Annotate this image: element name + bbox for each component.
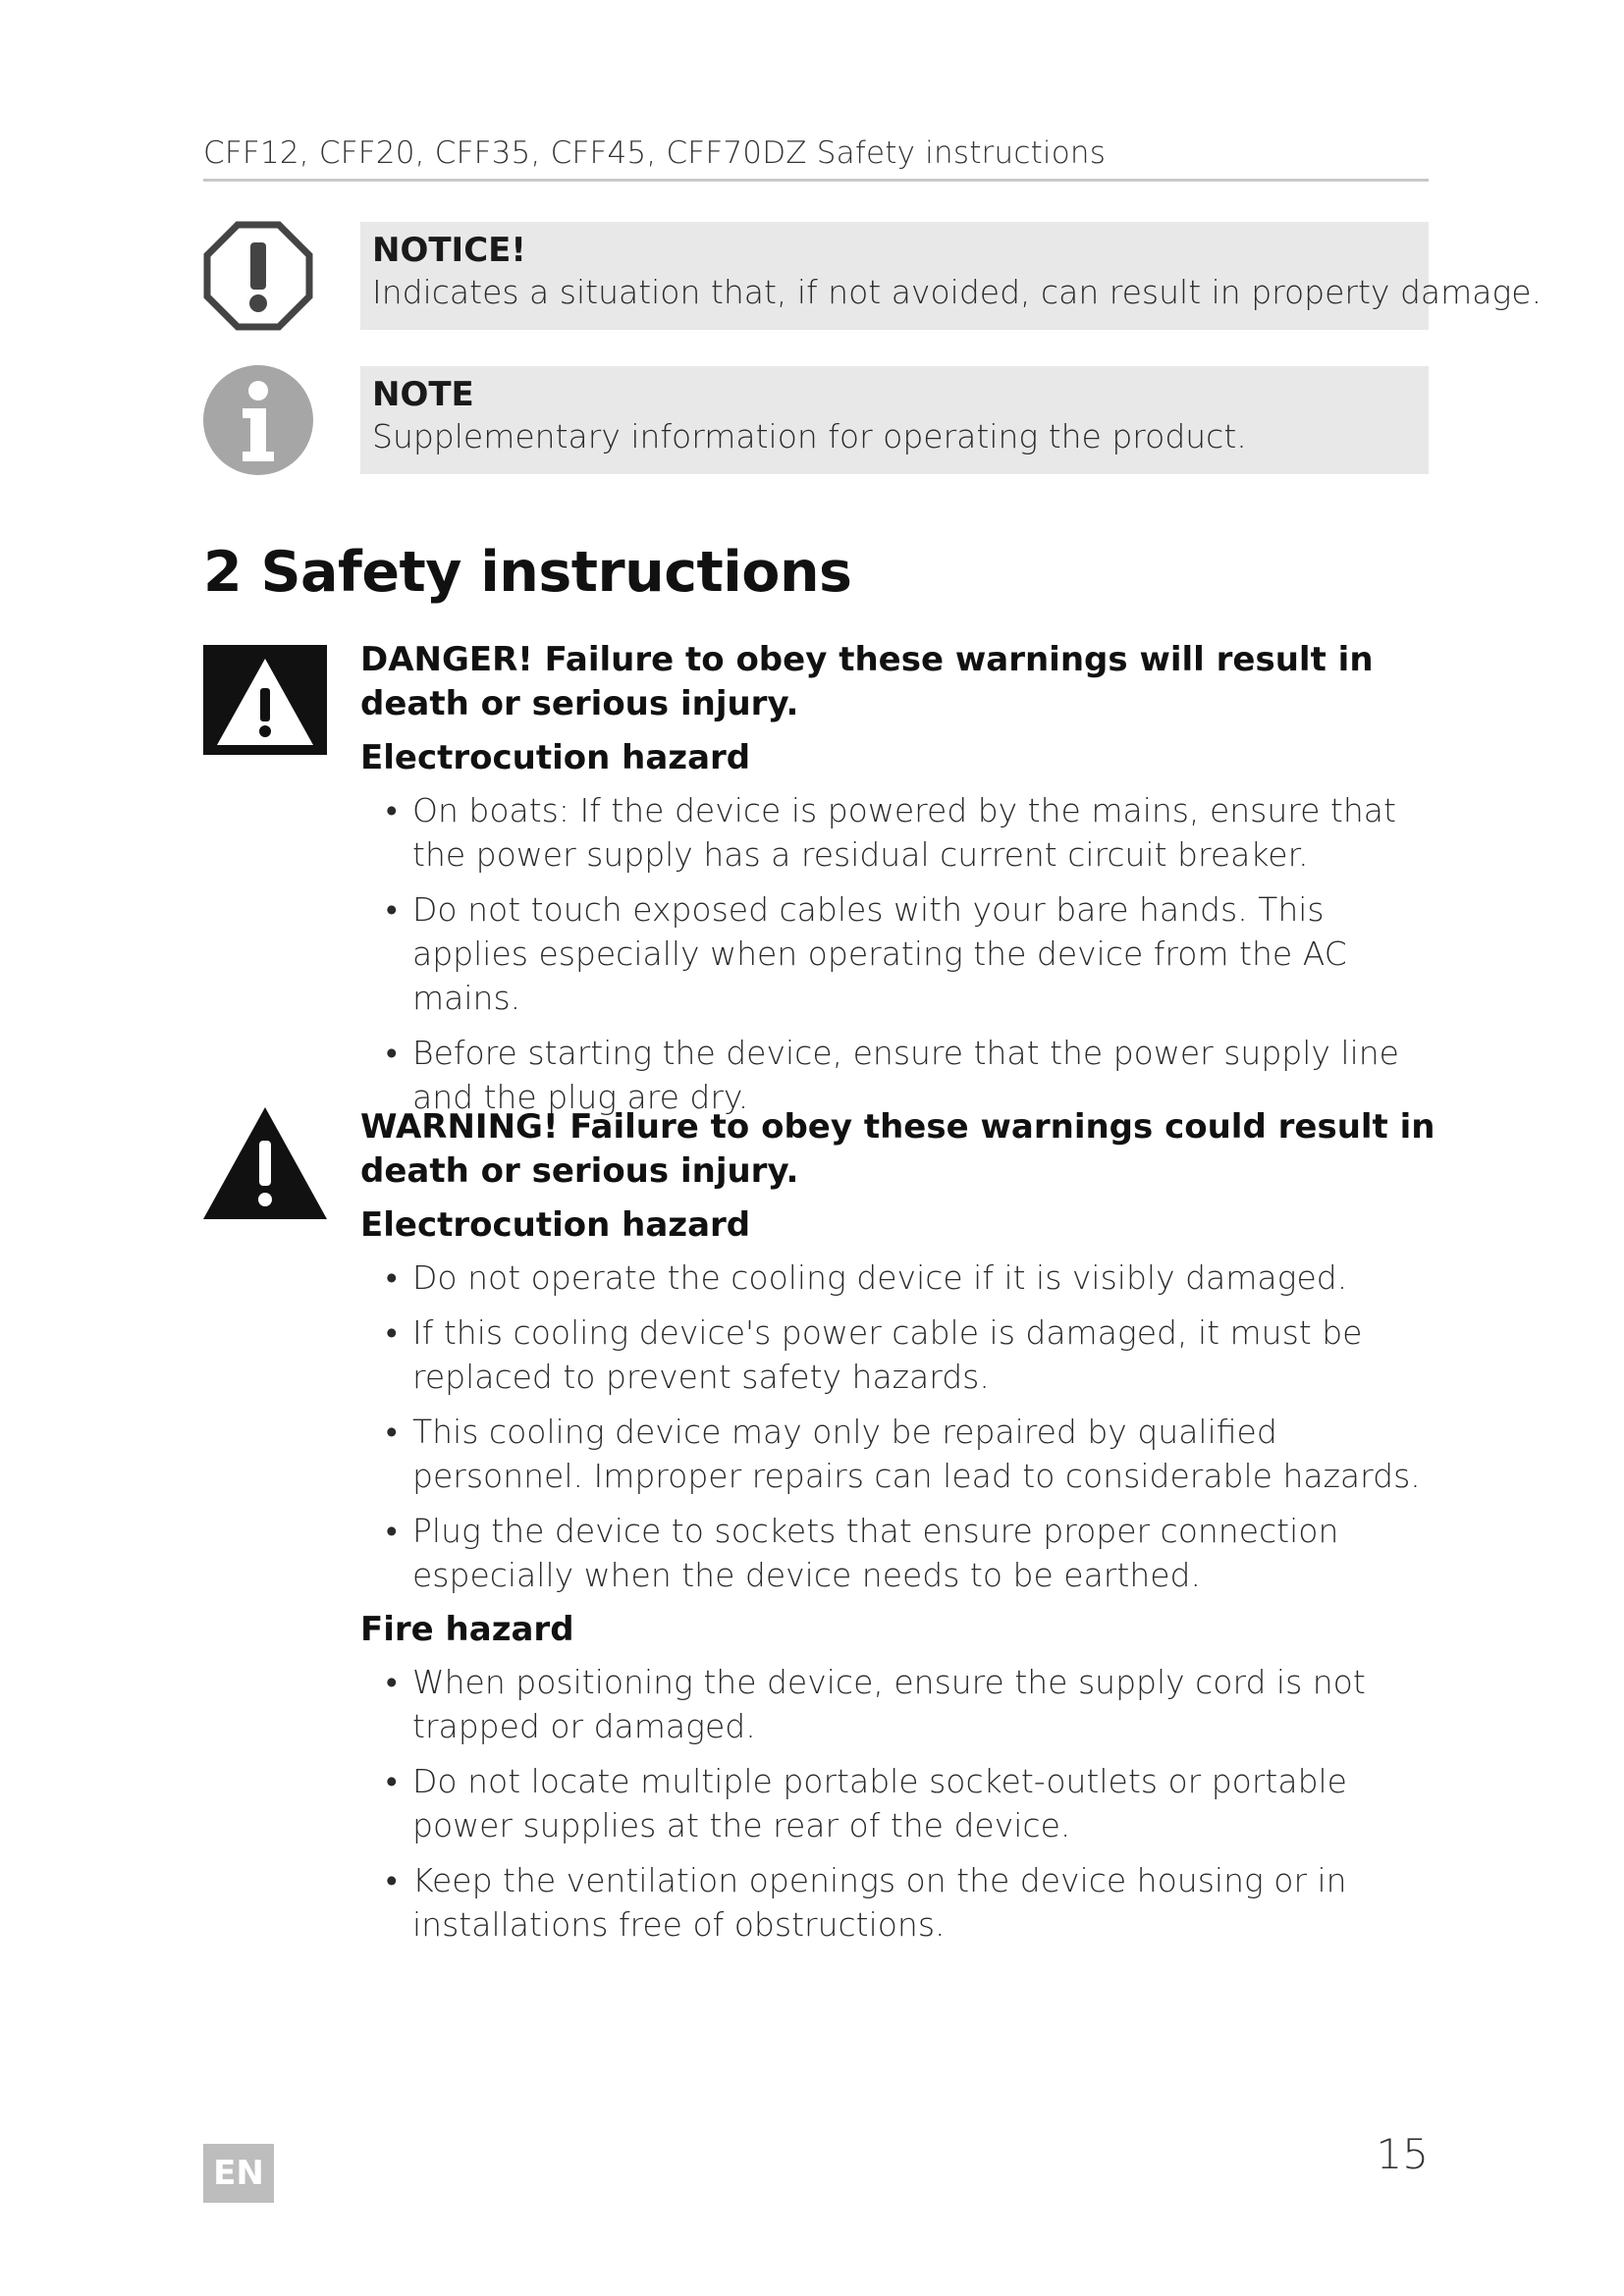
list-item: • On boats: If the device is powered by the mains, ensure that the power supply has a residual current circuit breaker. <box>360 788 1440 877</box>
running-header: CFF12, CFF20, CFF35, CFF45, CFF70DZ Safety instructions <box>203 135 1429 182</box>
list-item: • Do not touch exposed cables with your bare hands. This applies especially when operating the device from the AC mains. <box>360 887 1440 1020</box>
danger-list <box>360 788 1440 1119</box>
notice-octagon-icon <box>203 221 313 331</box>
warning-electro-title: Electrocution hazard <box>360 1205 751 1245</box>
list-item: • Plug the device to sockets that ensure proper connection especially when the device needs to be earthed. <box>360 1509 1440 1597</box>
danger-hazard-title: Electrocution hazard <box>360 738 751 777</box>
note-text: Supplementary information for operating the product. <box>372 417 1247 455</box>
danger-block <box>360 638 1440 1130</box>
info-icon <box>203 365 313 475</box>
notice-box <box>360 222 1543 330</box>
list-item: • Before starting the device, ensure that the power supply line and the plug are dry. <box>360 1031 1440 1119</box>
warning-electro-list <box>360 1255 1440 1597</box>
list-item: • This cooling device may only be repaired by qualified personnel. Improper repairs can lead to considerable hazards. <box>360 1410 1440 1498</box>
list-item: • Keep the ventilation openings on the device housing or in installations free of obstructions. <box>360 1858 1440 1947</box>
language-badge: EN <box>203 2144 274 2203</box>
note-box <box>360 366 1429 474</box>
warning-triangle-icon <box>201 1105 329 1221</box>
danger-heading: DANGER! Failure to obey these warnings will result in death or serious injury. <box>360 640 1374 723</box>
danger-warning-icon <box>203 645 327 755</box>
warning-fire-list <box>360 1660 1440 1947</box>
list-item: • Do not operate the cooling device if it is visibly damaged. <box>360 1255 1440 1300</box>
warning-heading: WARNING! Failure to obey these warnings could result in death or serious injury. <box>360 1107 1435 1191</box>
list-item: • When positioning the device, ensure the supply cord is not trapped or damaged. <box>360 1660 1440 1748</box>
warning-fire-title: Fire hazard <box>360 1610 574 1649</box>
list-item: • If this cooling device's power cable is damaged, it must be replaced to prevent safety hazards. <box>360 1310 1440 1399</box>
notice-title: NOTICE! <box>372 231 526 270</box>
warning-block <box>360 1105 1440 1957</box>
note-title: NOTE <box>372 375 474 414</box>
section-title: 2 Safety instructions <box>203 540 852 605</box>
page-number: 15 <box>1376 2130 1429 2178</box>
list-item: • Do not locate multiple portable socket-outlets or portable power supplies at the rear of the device. <box>360 1759 1440 1847</box>
notice-text: Indicates a situation that, if not avoided, can result in property damage. <box>372 273 1543 311</box>
